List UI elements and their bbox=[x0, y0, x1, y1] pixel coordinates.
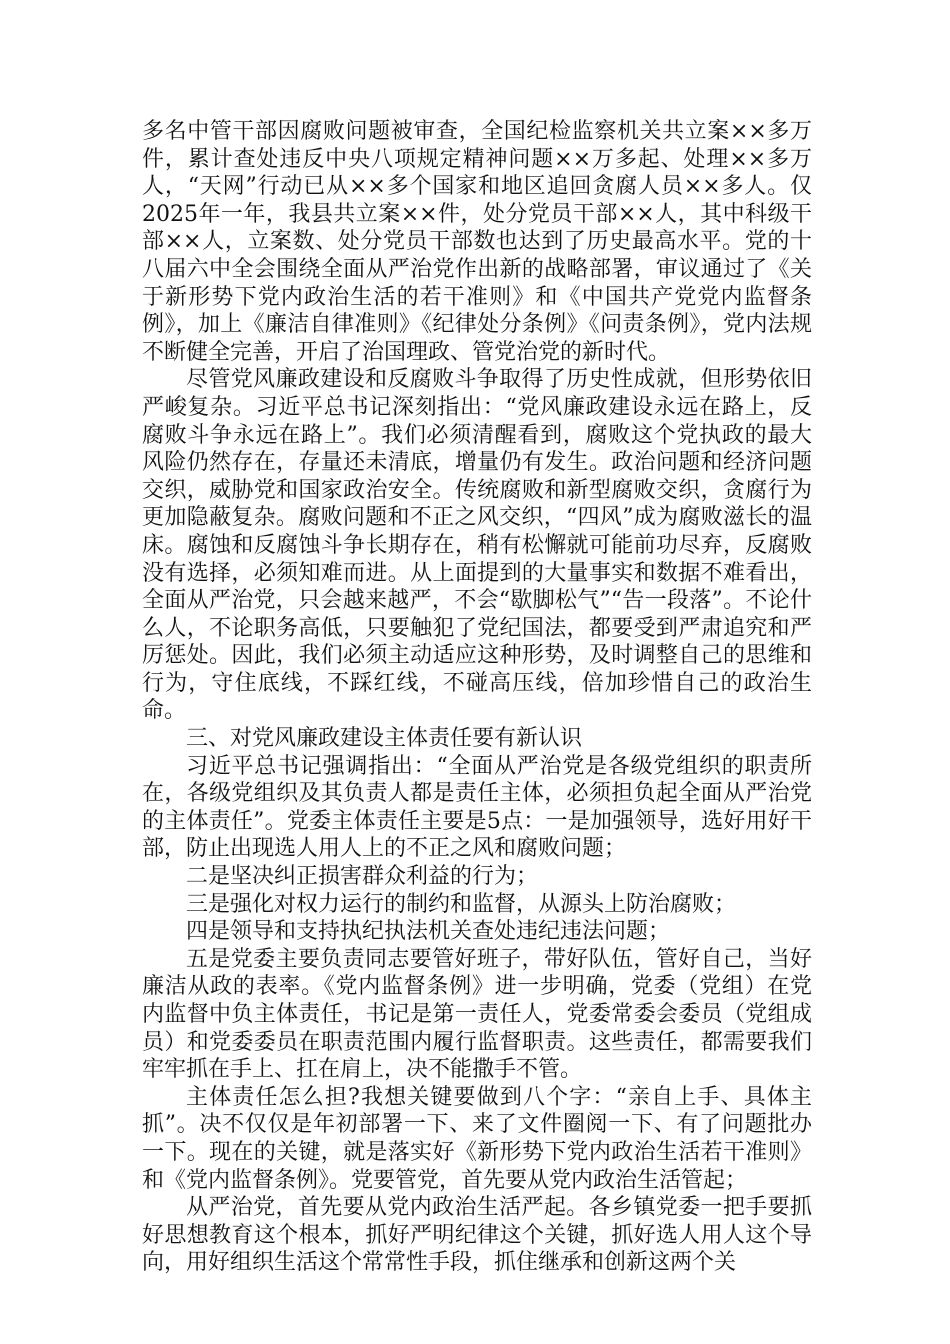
section-heading-three: 三、对党风廉政建设主体责任要有新认识 bbox=[186, 726, 583, 752]
paragraph-how-to-take-responsibility: 主体责任怎么担?我想关键要做到八个字：“亲自上手、具体主抓”。决不仅仅是年初部署一下、来了文件圈阅一下、有了问题批办一下。现在的关键，就是落实好《新形势下党内政治生活若干准则》和《党内监督条例》。党要管党，首先要从党内政治生活管起； bbox=[142, 1084, 812, 1193]
paragraph-situation-severe: 尽管党风廉政建设和反腐败斗争取得了历史性成就，但形势依旧严峻复杂。习近平总书记深刻指出：“党风廉政建设永远在路上，反腐败斗争永远在路上”。我们必须清醒看到，腐败这个党执政的最大风险仍然存在，存量还未清底，增量仍有发生。政治问题和经济问题交织，威胁党和国家政治安全。传统腐败和新型腐败交织，贪腐行为更加隐蔽复杂。腐败问题和不正之风交织，“四风”成为腐败滋长的温床。腐蚀和反腐蚀斗争长期存在，稍有松懈就可能前功尽弃，反腐败没有选择，必须知难而进。从上面提到的大量事实和数据不难看出，全面从严治党，只会越来越严，不会“歇脚松气”“告一段落”。不论什么人，不论职务高低，只要触犯了党纪国法，都要受到严肃追究和严厉惩处。因此，我们必须主动适应这种形势，及时调整自己的思维和行为，守住底线，不踩红线，不碰高压线，倍加珍惜自己的政治生命。 bbox=[142, 367, 812, 724]
paragraph-strict-party-governance: 从严治党，首先要从党内政治生活严起。各乡镇党委一把手要抓好思想教育这个根本，抓好严明纪律这个关键，抓好选人用人这个导向，用好组织生活这个常常性手段，抓住继承和创新这两个关 bbox=[142, 1195, 812, 1276]
paragraph-responsibility-point-one: 习近平总书记强调指出：“全面从严治党是各级党组织的职责所在，各级党组织及其负责人都是责任主体，必须担负起全面从严治党的主体责任”。党委主体责任主要是5点：一是加强领导，选好用好干部，防止出现选人用人上的不正之风和腐败问题； bbox=[142, 753, 812, 862]
document-page bbox=[142, 118, 812, 1277]
paragraph-responsibility-point-two: 二是坚决纠正损害群众利益的行为； bbox=[186, 864, 539, 890]
paragraph-responsibility-point-three: 三是强化对权力运行的制约和监督，从源头上防治腐败； bbox=[186, 891, 737, 917]
paragraph-responsibility-point-five: 五是党委主要负责同志要管好班子，带好队伍，管好自己，当好廉洁从政的表率。《党内监督条例》进一步明确，党委（党组）在党内监督中负主体责任，书记是第一责任人，党委常委会委员（党组成员）和党委委员在职责范围内履行监督职责。这些责任，都需要我们牢牢抓在手上、扛在肩上，决不能撒手不管。 bbox=[142, 946, 812, 1083]
paragraph-intro-statistics: 多名中管干部因腐败问题被审查，全国纪检监察机关共立案××多万件，累计查处违反中央八项规定精神问题××万多起、处理××多万人，“天网”行动已从××多个国家和地区追回贪腐人员××多人。仅2025年一年，我县共立案××件，处分党员干部××人，其中科级干部××人，立案数、处分党员干部数也达到了历史最高水平。党的十八届六中全会围绕全面从严治党作出新的战略部署，审议通过了《关于新形势下党内政治生活的若干准则》和《中国共产党党内监督条例》，加上《廉洁自律准则》《纪律处分条例》《问责条例》，党内法规不断健全完善，开启了治国理政、管党治党的新时代。 bbox=[142, 119, 812, 365]
paragraph-responsibility-point-four: 四是领导和支持执纪执法机关查处违纪违法问题； bbox=[186, 919, 671, 945]
